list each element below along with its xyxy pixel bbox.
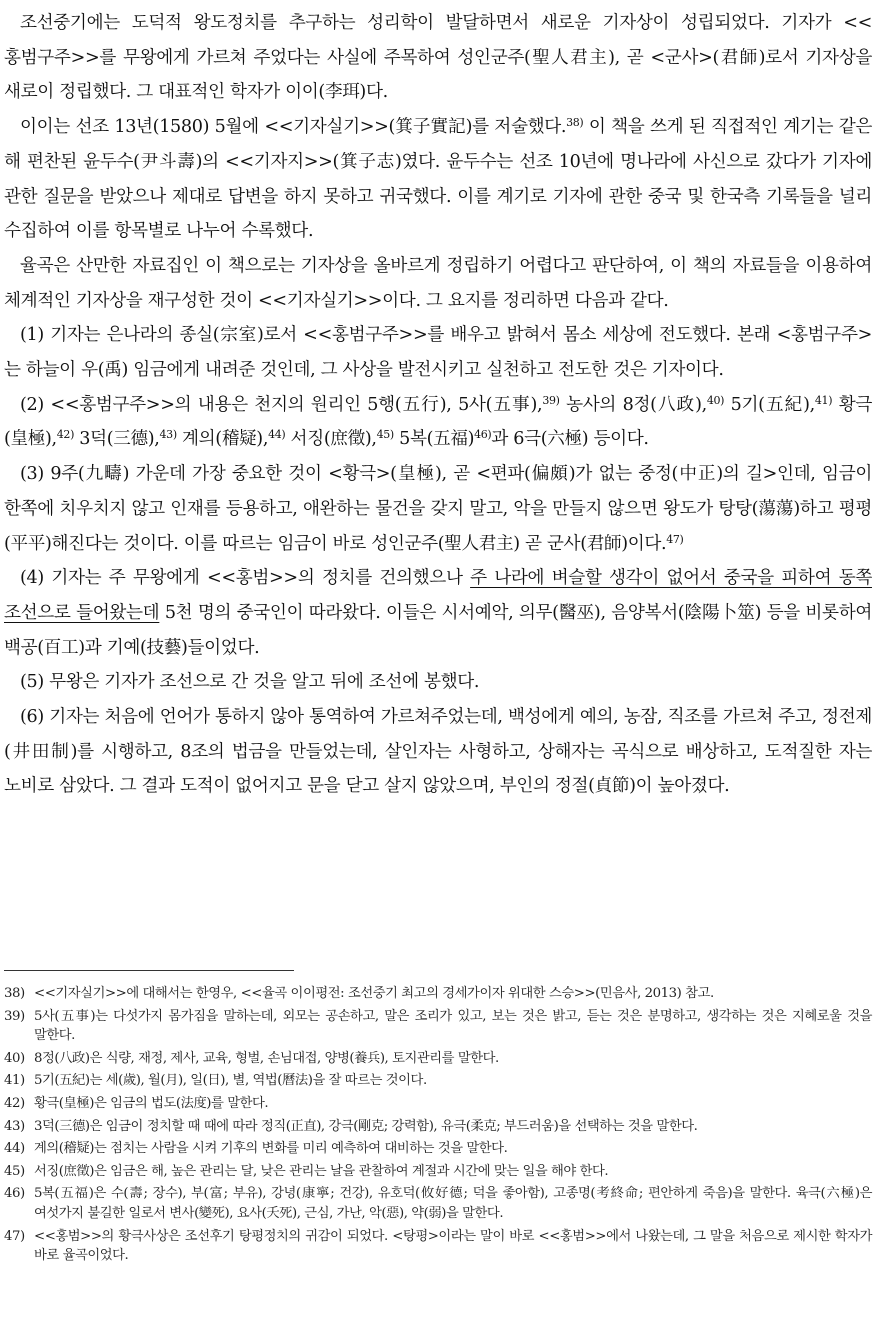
paragraph (4, 665, 872, 700)
footnote (4, 1227, 872, 1266)
footnote-number: 46) (4, 1186, 25, 1202)
footnote-ref: 44) (268, 428, 286, 442)
footnotes (4, 984, 872, 1269)
footnote-text: 서징(庶徵)은 임금은 해, 높은 관리는 달, 낮은 관리는 날을 관찰하여 계절과 시간에 맞는 일을 해야 한다. (34, 1163, 609, 1179)
footnote-number: 44) (4, 1141, 25, 1157)
paragraph-text: (1) 기자는 은나라의 종실(宗室)로서 <<홍범구주>>를 배우고 밝혀서 몸소 세상에 전도했다. 본래 <홍범구주>는 하늘이 우(禹) 임금에게 내려준 것인데, 그 사상을 발전시키고 실천하고 전도한 것은 기자이다. (4, 325, 872, 381)
paragraph-text: 농사의 8정(八政), (559, 394, 707, 415)
footnote-ref: 45) (376, 428, 394, 442)
paragraph-text: 5기(五紀), (724, 394, 815, 415)
footnote (4, 1184, 872, 1223)
paragraph (4, 318, 872, 387)
paragraph-text: 계의(稽疑), (176, 429, 269, 450)
footnote (4, 1007, 872, 1046)
paragraph-text: 율곡은 산만한 자료집인 이 책으로는 기자상을 올바르게 정립하기 어렵다고 판단하여, 이 책의 자료들을 이용하여 체계적인 기자상을 재구성한 것이 <<기자실기>>이다. 그 요지를 정리하면 다음과 같다. (4, 255, 872, 311)
paragraph-text: 3덕(三德), (74, 429, 160, 450)
footnote-number: 47) (4, 1228, 25, 1244)
footnote-ref: 46) (474, 428, 492, 442)
footnote-number: 38) (4, 986, 25, 1001)
footnote-text: 8정(八政)은 식량, 재정, 제사, 교육, 형벌, 손님대접, 양병(養兵), 토지관리를 말한다. (34, 1050, 499, 1066)
footnote-text: 5기(五紀)는 세(歲), 월(月), 일(日), 별, 역법(曆法)을 잘 따르는 것이다. (34, 1073, 427, 1089)
paragraph-text: (2) <<홍범구주>>의 내용은 천지의 원리인 5행(五行), 5사(五事), (20, 394, 543, 415)
footnote-text: 5복(五福)은 수(壽; 장수), 부(富; 부유), 강녕(康寧; 건강), 유호덕(攸好德; 덕을 좋아함), 고종명(考終命; 편안하게 죽음)을 말한다. 육극(六極)은 여섯가지 불길한 일로서 변사(變死), 요사(夭死), 근심, 가난, 악(惡), 약(弱)을 말한다. (34, 1186, 872, 1221)
body-text (4, 6, 872, 804)
paragraph-text: 5복(五福) (393, 429, 475, 450)
paragraph-text: 이 책을 쓰게 된 직접적인 계기는 같은 해 편찬된 윤두수(尹斗壽)의 <<기자지>>(箕子志)였다. 윤두수는 선조 10년에 명나라에 사신으로 갔다가 기자에 관한 질문을 받았으나 제대로 답변을 하지 못하고 귀국했다. 이를 계기로 기자에 관한 중국 및 한국측 기록들을 널리 수집하여 이를 항목별로 나누어 수록했다. (4, 117, 872, 242)
paragraph-text: 5천 명의 중국인이 따라왔다. 이들은 시서예악, 의무(醫巫), 음양복서(陰陽卜筮) 등을 비롯하여 백공(百工)과 기예(技藝)들이었다. (4, 602, 872, 658)
footnote-ref: 42) (56, 428, 75, 442)
footnote-separator (4, 970, 294, 971)
footnote-number: 45) (4, 1163, 25, 1179)
footnote (4, 1139, 872, 1159)
footnote-ref: 40) (706, 393, 725, 407)
footnote (4, 1049, 872, 1069)
paragraph-text: 서징(庶徵), (285, 429, 377, 450)
footnote-ref: 41) (814, 393, 833, 407)
footnote-text: 5사(五事)는 다섯가지 몸가짐을 말하는데, 외모는 공손하고, 말은 조리가 있고, 보는 것은 밝고, 듣는 것은 분명하고, 생각하는 것은 지혜로울 것을 말한다. (34, 1008, 872, 1044)
underlined-text: 주 나라에 벼슬할 생각이 없어서 중국을 피하여 동쪽 조선으로 들어왔는데 (4, 568, 872, 623)
footnote (4, 1094, 872, 1114)
paragraph-text: 조선중기에는 도덕적 왕도정치를 추구하는 성리학이 발달하면서 새로운 기자상이 성립되었다. 기자가 <<홍범구주>>를 무왕에게 가르쳐 주었다는 사실에 주목하여 성인군주(聖人君主), 곧 <군사>(君師)로서 기자상을 새로이 정립했다. 그 대표적인 학자가 이이(李珥)다. (4, 13, 872, 103)
footnote-ref: 43) (159, 428, 177, 442)
footnote (4, 984, 872, 1004)
footnote (4, 1162, 872, 1182)
footnote-ref: 47) (666, 532, 684, 546)
paragraph-text: 이이는 선조 13년(1580) 5월에 <<기자실기>>(箕子實記)를 저술했다. (20, 117, 567, 138)
paragraph (4, 561, 872, 665)
footnote-text: 황극(皇極)은 임금의 법도(法度)를 말한다. (34, 1095, 269, 1111)
paragraph-text: (3) 9주(九疇) 가운데 가장 중요한 것이 <황극>(皇極), 곧 <편파(偏頗)가 없는 중정(中正)의 길>인데, 임금이 한쪽에 치우치지 않고 인재를 등용하고, 애완하는 물건을 갖지 말고, 악을 만들지 않으면 왕도가 탕탕(蕩蕩)하고 평평(平平)해진다는 것이다. 이를 따르는 임금이 바로 성인군주(聖人君主) 곧 군사(君師)이다. (4, 464, 872, 554)
paragraph-text: (6) 기자는 처음에 언어가 통하지 않아 통역하여 가르쳐주었는데, 백성에게 예의, 농잠, 직조를 가르쳐 주고, 정전제(井田制)를 시행하고, 8조의 법금을 만들었는데, 살인자는 사형하고, 상해자는 곡식으로 배상하고, 도적질한 자는 노비로 삼았다. 그 결과 도적이 없어지고 문을 닫고 살지 않았으며, 부인의 정절(貞節)이 높아졌다. (4, 707, 872, 797)
footnote-number: 39) (4, 1008, 25, 1024)
paragraph (4, 110, 872, 249)
footnote-text: <<홍범>>의 황극사상은 조선후기 탕평정치의 귀감이 되었다. <탕평>이라는 말이 바로 <<홍범>>에서 나왔는데, 그 말을 처음으로 제시한 학자가 바로 율곡이었다. (34, 1228, 872, 1264)
footnote-number: 41) (4, 1073, 25, 1089)
footnote-text: 계의(稽疑)는 점치는 사람을 시켜 기후의 변화를 미리 예측하여 대비하는 것을 말한다. (34, 1141, 508, 1157)
paragraph-text: 과 6극(六極) 등이다. (491, 429, 649, 450)
paragraph (4, 388, 872, 457)
footnote-text: <<기자실기>>에 대해서는 한영우, <<율곡 이이평전: 조선중기 최고의 경세가이자 위대한 스승>>(민음사, 2013) 참고. (34, 986, 714, 1001)
footnote (4, 1071, 872, 1091)
paragraph (4, 700, 872, 804)
paragraph (4, 457, 872, 561)
footnote-ref: 38) (566, 116, 584, 130)
paragraph (4, 249, 872, 318)
paragraph-text: 황극(皇極), (4, 394, 872, 450)
footnote-number: 40) (4, 1050, 25, 1066)
paragraph (4, 6, 872, 110)
paragraph-text: (5) 무왕은 기자가 조선으로 간 것을 알고 뒤에 조선에 봉했다. (20, 672, 480, 693)
footnote-text: 3덕(三德)은 임금이 정치할 때 때에 따라 정직(正直), 강극(剛克; 강력함), 유극(柔克; 부드러움)을 선택하는 것을 말한다. (34, 1118, 698, 1134)
paragraph-text: (4) 기자는 주 무왕에게 <<홍범>>의 정치를 건의했으나 (20, 568, 471, 589)
footnote-number: 43) (4, 1118, 25, 1134)
footnote (4, 1117, 872, 1137)
footnote-ref: 39) (542, 393, 560, 407)
footnote-number: 42) (4, 1095, 25, 1111)
